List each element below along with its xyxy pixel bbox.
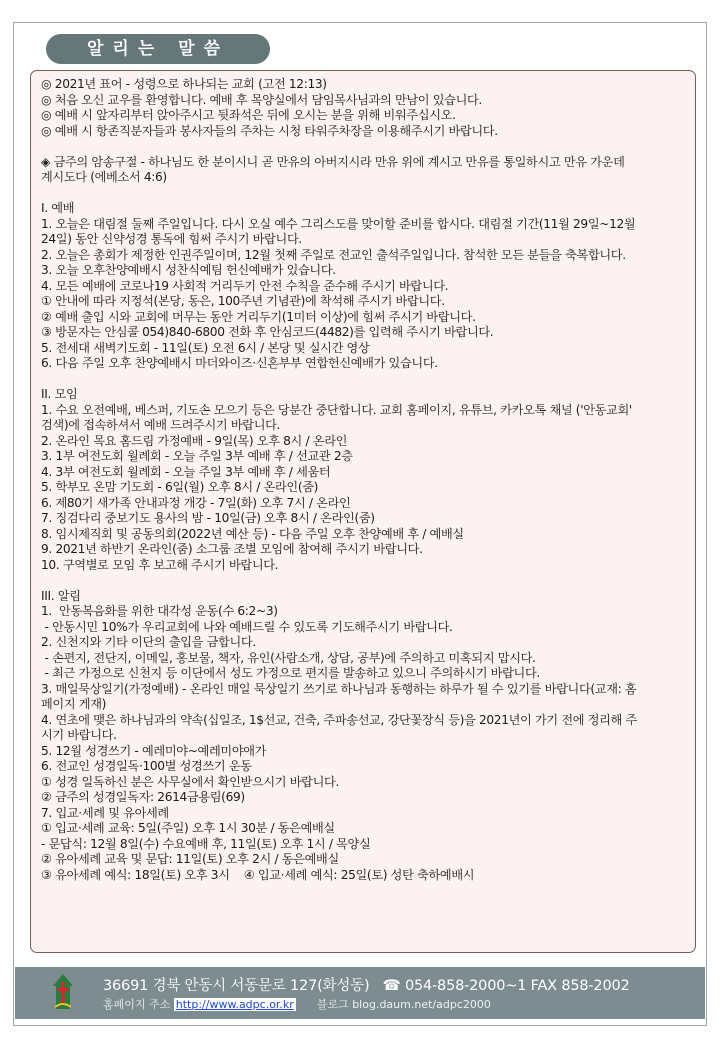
notice-line: 6. 전교인 성경일독·100별 성경쓰기 운동 — [41, 759, 252, 773]
notice-line: 7. 징검다리 중보기도 용사의 밤 - 10일(금) 오후 8시 / 온라인(줌) — [41, 511, 375, 525]
notice-line: 시기 바랍니다. — [41, 728, 117, 742]
notice-line: 3. 매일묵상일기(가정예배) - 온라인 매일 묵상일기 쓰기로 하나님과 동행하는 하루가 될 수 있기를 바랍니다(교재: 홈 — [41, 681, 637, 696]
notice-line: 5. 전세대 새벽기도회 - 11일(토) 오전 6시 / 본당 및 실시간 영상 — [41, 340, 370, 355]
notice-line: 4. 모든 예배에 코로나19 사회적 거리두기 안전 수칙을 준수해 주시기 바랍니다. — [41, 278, 449, 293]
notice-line: 6. 제80기 새가족 안내과정 개강 - 7일(화) 오후 7시 / 온라인 — [41, 495, 351, 510]
church-address-line — [103, 974, 630, 995]
notice-line: 4. 3부 여전도회 월례회 - 오늘 주일 3부 예배 후 / 세움터 — [41, 464, 331, 479]
homepage-label: 홈페이지 주소 — [103, 998, 171, 1011]
notice-line: ◎ 2021년 표어 - 성령으로 하나되는 교회 (고전 12:13) — [41, 77, 327, 91]
notice-line: 계시도다 (에베소서 4:6) — [41, 170, 167, 184]
notice-line: ③ 방문자는 안심콜 054)840-6800 전화 후 안심코드(4482)를 입력해 주시기 바랍니다. — [41, 325, 494, 339]
notice-line: 3. 오늘 오후찬양예배시 성찬식예팀 헌신예배가 있습니다. — [41, 263, 336, 277]
notice-line: - 손편지, 전단지, 이메일, 홍보물, 책자, 유인(사람소개, 상담, 공부)에 주의하고 미혹되지 맙시다. — [41, 650, 536, 665]
notice-line: 1. 오늘은 대림절 둘째 주일입니다. 다시 오실 예수 그리스도를 맞이할 준비를 합시다. 대림절 기간(11월 29일~12월 — [41, 216, 636, 231]
notice-line: ② 금주의 성경일독자: 2614금용림(69) — [41, 790, 245, 804]
notice-line: II. 모임 — [41, 387, 78, 401]
blog-link[interactable]: blog.daum.net/adpc2000 — [352, 998, 491, 1011]
notice-line: 검색)에 접속하셔서 예배 드려주시기 바랍니다. — [41, 418, 281, 432]
notice-line: 1. 안동복음화를 위한 대각성 운동(수 6:2~3) — [41, 604, 278, 618]
notice-line: ◎ 예배 시 항존직분자들과 봉사자들의 주차는 시청 타워주차장을 이용해주시기 바랍니다. — [41, 123, 498, 138]
notice-line: 2. 신천지와 기타 이단의 출입을 금합니다. — [41, 635, 256, 649]
spacer — [41, 573, 685, 589]
homepage-link[interactable]: http://www.adpc.or.kr — [175, 998, 294, 1011]
notice-line: ◈ 금주의 암송구절 - 하나님도 한 분이시니 곧 만유의 아버지시라 만유 위에 계시고 만유를 통일하시고 만유 가운데 — [41, 154, 625, 169]
notice-line: 8. 임시제직회 및 공동의회(2022년 예산 등) - 다음 주일 오후 찬양예배 후 / 예배실 — [41, 526, 464, 541]
notice-line: ② 유아세례 교육 및 문답: 11일(토) 오후 2시 / 동은예배실 — [41, 852, 339, 866]
church-logo-icon — [51, 973, 75, 1011]
footer — [15, 967, 705, 1019]
address: 36691 경북 안동시 서동문로 127(화성동) — [103, 978, 370, 994]
notice-line: 24일) 동안 신약성경 통독에 힘써 주시기 바랍니다. — [41, 232, 302, 246]
section-title: 알리는 말씀 — [46, 34, 270, 64]
notice-line: 페이지 게재) — [41, 697, 107, 711]
notice-line: - 문답식: 12월 8일(수) 수요예배 후, 11일(토) 오후 1시 / 목양실 — [41, 836, 371, 851]
notice-line: III. 알림 — [41, 588, 81, 603]
notice-line: 2. 오늘은 총회가 제정한 인권주일이며, 12월 첫째 주일로 전교인 출석주일입니다. 참석한 모든 분들을 축복합니다. — [41, 247, 626, 262]
blog-label: 블로그 — [316, 998, 349, 1011]
notice-line: I. 예배 — [41, 201, 75, 215]
notice-box — [30, 70, 696, 953]
spacer — [41, 372, 685, 388]
notice-line: 5. 12월 성경쓰기 - 예레미야~예레미야애가 — [41, 743, 267, 758]
notice-line: ◎ 예배 시 앞자리부터 앉아주시고 뒷좌석은 뒤에 오시는 분을 위해 비워주십시오. — [41, 108, 456, 122]
web-links-line — [103, 996, 491, 1012]
notice-line: 2. 온라인 목요 홈드림 가정예배 - 9일(목) 오후 8시 / 온라인 — [41, 433, 348, 448]
notice-line: 10. 구역별로 모임 후 보고해 주시기 바랍니다. — [41, 557, 279, 572]
spacer — [41, 139, 685, 155]
notice-line: 7. 입교·세례 및 유아세례 — [41, 805, 169, 820]
notice-line: ◎ 처음 오신 교우를 환영합니다. 예배 후 목양실에서 담임목사님과의 만남이 있습니다. — [41, 92, 482, 107]
notice-line: - 최근 가정으로 신천지 등 이단에서 성도 가정으로 편지를 발송하고 있으니 주의하시기 바랍니다. — [41, 666, 540, 680]
notice-line: 3. 1부 여전도회 월례회 - 오늘 주일 3부 예배 후 / 선교관 2층 — [41, 449, 353, 463]
phone-fax: ☎ 054-858-2000~1 FAX 858-2002 — [382, 978, 630, 994]
notice-line: 6. 다음 주일 오후 찬양예배시 마더와이즈·신혼부부 연합헌신예배가 있습니다. — [41, 356, 438, 370]
notice-line: ① 안내에 따라 지정석(본당, 동은, 100주년 기념관)에 착석해 주시기 바랍니다. — [41, 294, 445, 308]
notice-line: ② 예배 출입 시와 교회에 머무는 동안 거리두기(1미터 이상)에 힘써 주시기 바랍니다. — [41, 309, 476, 324]
notice-line: 1. 수요 오전예배, 베스퍼, 기도손 모으기 등은 당분간 중단합니다. 교회 홈페이지, 유튜브, 카카오톡 채널 ('안동교회' — [41, 402, 632, 417]
notice-line: ① 성경 일독하신 분은 사무실에서 확인받으시기 바랍니다. — [41, 774, 339, 789]
notice-line: ③ 유아세례 예식: 18일(토) 오후 3시 ④ 입교·세례 예식: 25일(토) 성탄 축하예배시 — [41, 867, 475, 882]
notice-line: 9. 2021년 하반기 온라인(줌) 소그룹 조별 모임에 참여해 주시기 바랍니다. — [41, 542, 423, 556]
notice-line: - 안동시민 10%가 우리교회에 나와 예배드릴 수 있도록 기도해주시기 바랍니다. — [41, 619, 453, 634]
notice-line: 4. 연초에 맺은 하나님과의 약속(십일조, 1$선교, 건축, 주파송선교, 강단꽃장식 등)을 2021년이 가기 전에 정리해 주 — [41, 712, 637, 727]
notice-line: 5. 학부모 온맘 기도회 - 6일(월) 오후 8시 / 온라인(줌) — [41, 480, 319, 494]
notice-line: ① 입교·세례 교육: 5일(주일) 오후 1시 30분 / 동은예배실 — [41, 821, 335, 835]
spacer — [41, 186, 685, 202]
